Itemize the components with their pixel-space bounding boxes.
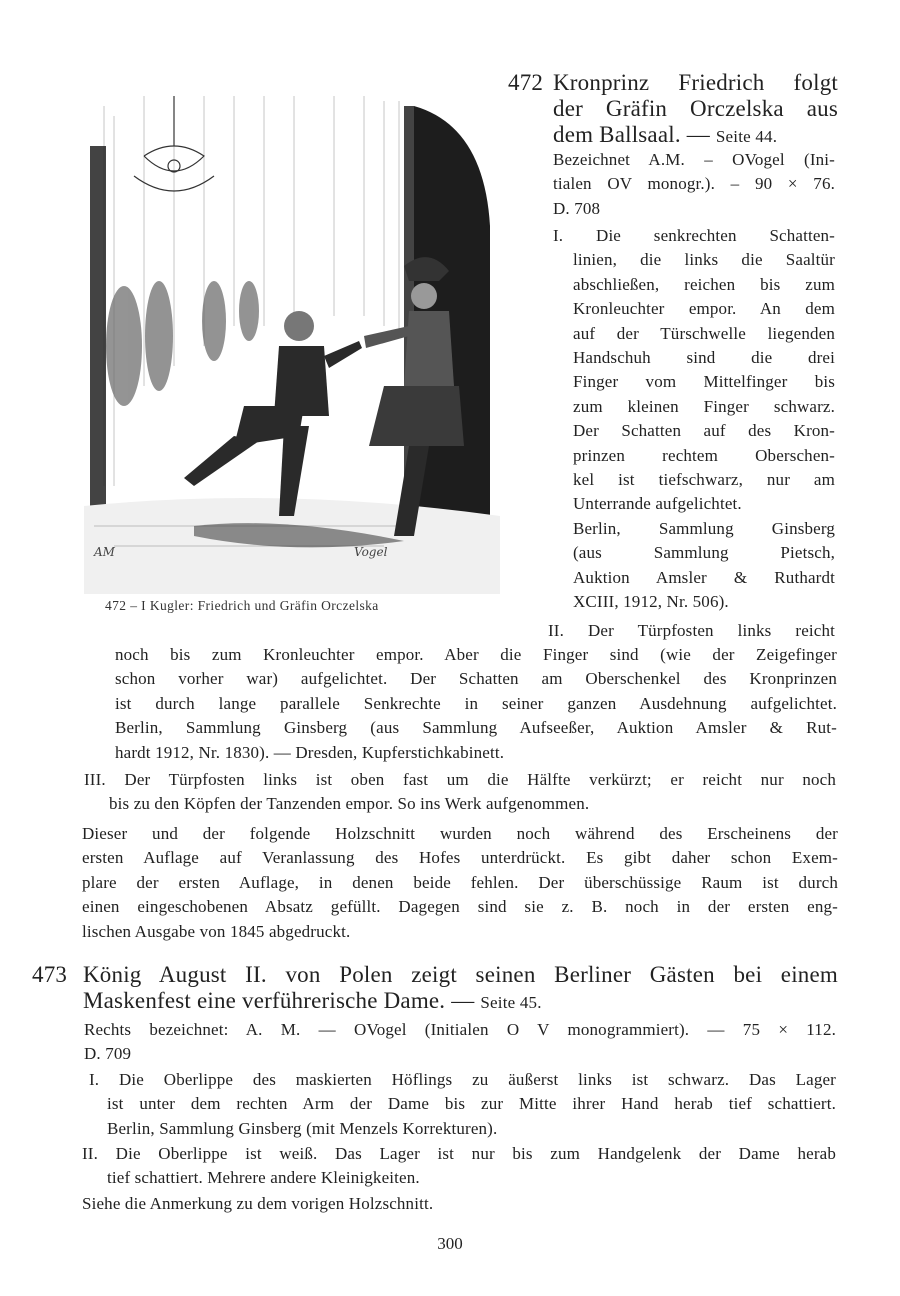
state-line: Handschuh sind die drei — [573, 348, 835, 368]
meta-line: D. 708 — [553, 198, 601, 218]
state-line: abschließen, reichen bis zum — [573, 274, 835, 294]
entry-472-title — [508, 70, 838, 150]
note-line: plare der ersten Auflage, in denen beide fehlen. Der überschüssige Raum ist durch — [82, 872, 838, 892]
state-line: ist durch lange parallele Senkrechte in seiner ganzen Ausdehnung aufgelichtet. — [115, 693, 837, 713]
entry-472-title-line-last — [553, 122, 838, 150]
signature-left: AM — [94, 545, 115, 559]
state-line: Der Schatten auf des Kron- — [573, 421, 835, 441]
entry-472-state-1 — [553, 224, 835, 615]
entry-472-state-2-first — [548, 619, 835, 643]
state-line: bis zu den Köpfen der Tanzenden empor. So ins Werk aufgenommen. — [109, 794, 590, 814]
state-line: Berlin, Sammlung Ginsberg (mit Menzels Korrekturen). — [107, 1118, 498, 1138]
state-line: prinzen rechtem Oberschen- — [573, 445, 835, 465]
entry-473-seite: Seite 45. — [480, 993, 542, 1012]
entry-472-meta — [553, 148, 835, 221]
state-line: Finger vom Mittelfinger bis — [573, 372, 835, 392]
state-line: Kronleuchter empor. An dem — [573, 299, 835, 319]
state-line: III. Der Türpfosten links ist oben fast um die Hälfte verkürzt; er reicht nur noch — [84, 770, 836, 789]
state-line: noch bis zum Kronleuchter empor. Aber die Finger sind (wie der Zeigefinger — [115, 645, 837, 664]
state-line: linien, die links die Saaltür — [573, 250, 835, 270]
note-line: ersten Auflage auf Veranlassung des Hofes unterdrückt. Es gibt daher schon Exem- — [82, 848, 838, 868]
entry-472-seite: Seite 44. — [715, 127, 778, 146]
page-number: 300 — [437, 1234, 463, 1253]
state-line: I. Die senkrechten Schatten- — [553, 226, 835, 245]
note-line: Dieser und der folgende Holzschnitt wurden noch während des Erscheinens der — [82, 824, 838, 843]
entry-472-state-3 — [84, 768, 836, 817]
state-line: ist unter dem rechten Arm der Dame bis zur Mitte ihrer Hand herab tief schattiert. — [107, 1094, 836, 1114]
meta-line: Bezeichnet A.M. – OVogel (Ini- — [553, 150, 835, 169]
meta-line: D. 709 — [84, 1044, 132, 1064]
note-line: einen eingeschobenen Absatz gefüllt. Dagegen sind sie z. B. noch in der ersten eng- — [82, 897, 838, 917]
note-line: lischen Ausgabe von 1845 abgedruckt. — [82, 921, 351, 941]
entry-473-meta — [84, 1018, 836, 1067]
state-line: Auktion Amsler & Ruthardt — [573, 567, 835, 587]
state-line: II. Der Türpfosten links reicht — [548, 621, 835, 640]
figure-caption: 472 – I Kugler: Friedrich und Gräfin Orczelska — [105, 598, 379, 613]
entry-473-title-line: König August II. von Polen zeigt seinen Berliner Gästen bei einem — [83, 962, 838, 987]
state-line: Berlin, Sammlung Ginsberg — [573, 518, 835, 538]
entry-473-number: 473 — [32, 962, 68, 987]
meta-line: tialen OV monogr.). – 90 × 76. — [553, 174, 835, 194]
entry-473-state-2 — [82, 1142, 836, 1191]
entry-473-title-end: Maskenfest eine verführerische Dame. — — [83, 988, 475, 1013]
state-line: hardt 1912, Nr. 1830). — Dresden, Kupferstichkabinett. — [115, 742, 505, 762]
entry-472-title-line: Kronprinz Friedrich folgt — [553, 70, 838, 95]
entry-473-title-line-last — [83, 988, 838, 1016]
state-line: I. Die Oberlippe des maskierten Höflings zu äußerst links ist schwarz. Das Lager — [89, 1070, 836, 1089]
state-line: (aus Sammlung Pietsch, — [573, 543, 835, 563]
state-line: Berlin, Sammlung Ginsberg (aus Sammlung Aufseeßer, Auktion Amsler & Rut- — [115, 718, 837, 738]
entry-473-note: Siehe die Anmerkung zu dem vorigen Holzschnitt. — [82, 1194, 434, 1213]
state-line: zum kleinen Finger schwarz. — [573, 396, 835, 416]
meta-line: Rechts bezeichnet: A. M. — OVogel (Initialen O V monogrammiert). — 75 × 112. — [84, 1020, 836, 1039]
illustration-figure — [84, 86, 500, 594]
entry-472-state-2 — [115, 643, 837, 765]
state-line: auf der Türschwelle liegenden — [573, 323, 835, 343]
state-line: schon vorher war) aufgelichtet. Der Schatten am Oberschenkel des Kronprinzen — [115, 669, 837, 689]
state-line: XCIII, 1912, Nr. 506). — [573, 592, 729, 612]
entry-472-note — [82, 822, 838, 944]
entry-472-title-line: der Gräfin Orczelska aus — [553, 96, 838, 121]
engraving-illustration — [84, 86, 500, 594]
state-line: II. Die Oberlippe ist weiß. Das Lager ist nur bis zum Handgelenk der Dame herab — [82, 1144, 836, 1163]
state-line: Unterrande aufgelichtet. — [573, 494, 742, 514]
state-line: kel ist tiefschwarz, nur am — [573, 470, 835, 490]
entry-472-title-end: dem Ballsaal. — — [553, 122, 710, 147]
entry-473-state-1 — [89, 1068, 836, 1141]
entry-473-title — [32, 962, 838, 1016]
entry-472-number: 472 — [508, 70, 544, 95]
state-line: tief schattiert. Mehrere andere Kleinigkeiten. — [107, 1168, 420, 1188]
signature-right: Vogel — [354, 545, 388, 559]
